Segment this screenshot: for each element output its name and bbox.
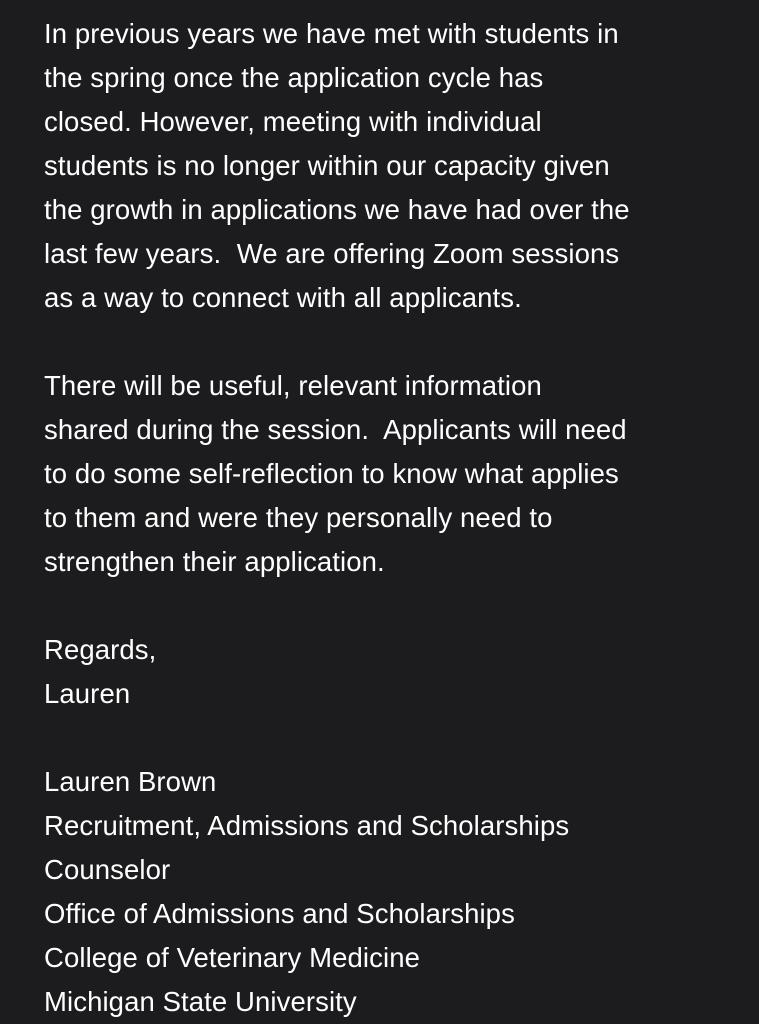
body-text-line: There will be useful, relevant information	[44, 370, 542, 401]
body-text-line: to them and were they personally need to	[44, 502, 553, 533]
signature-title-continued: Counselor	[44, 854, 171, 885]
signature-block	[44, 760, 734, 1024]
closing-block	[44, 628, 734, 716]
body-text-line: the growth in applications we have had over the	[44, 194, 630, 225]
closing-text: Regards,	[44, 634, 157, 665]
body-text-line: students is no longer within our capacity given	[44, 150, 610, 181]
body-text-line: last few years. We are offering Zoom sessions	[44, 238, 620, 269]
signature-office: Office of Admissions and Scholarships	[44, 898, 515, 929]
body-text-line: shared during the session. Applicants will need	[44, 414, 627, 445]
paragraph-spacer	[44, 320, 734, 364]
email-body	[44, 12, 734, 1024]
paragraph-spacer	[44, 584, 734, 628]
sender-first-name: Lauren	[44, 678, 131, 709]
signature-name: Lauren Brown	[44, 766, 217, 797]
paragraph-1	[44, 12, 734, 320]
signature-college: College of Veterinary Medicine	[44, 942, 420, 973]
body-text-line: to do some self-reflection to know what applies	[44, 458, 619, 489]
signature-university: Michigan State University	[44, 986, 357, 1017]
signature-title: Recruitment, Admissions and Scholarships	[44, 810, 570, 841]
body-text-line: closed. However, meeting with individual	[44, 106, 542, 137]
body-text-line: the spring once the application cycle has	[44, 62, 544, 93]
body-text-line: In previous years we have met with students in	[44, 18, 619, 49]
paragraph-spacer	[44, 716, 734, 760]
body-text-line: strengthen their application.	[44, 546, 385, 577]
body-text-line: as a way to connect with all applicants.	[44, 282, 522, 313]
paragraph-2	[44, 364, 734, 584]
